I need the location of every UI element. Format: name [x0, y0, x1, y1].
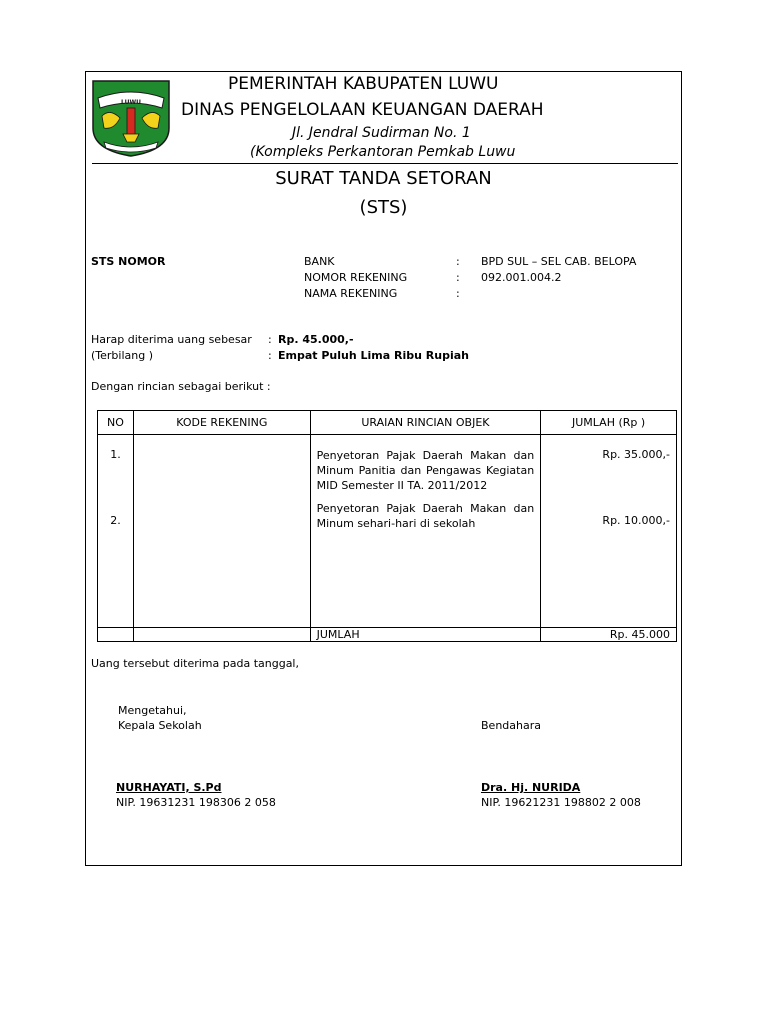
- header-no: NO: [98, 411, 134, 435]
- row-2-jumlah: Rp. 10.000,-: [602, 514, 670, 527]
- address-line-1: Jl. Jendral Sudirman No. 1: [292, 125, 471, 141]
- headmaster-nip: NIP. 19631231 198306 2 058: [116, 796, 276, 809]
- table-total-row: [98, 628, 677, 642]
- amount-words-value: Empat Puluh Lima Ribu Rupiah: [278, 349, 469, 362]
- bank-label: BANK: [304, 255, 335, 268]
- treasurer-role: Bendahara: [481, 719, 541, 732]
- sts-number-label: STS NOMOR: [91, 255, 166, 268]
- logo-text: LUWU: [121, 99, 141, 106]
- header-uraian: URAIAN RINCIAN OBJEK: [310, 411, 541, 435]
- total-value: Rp. 45.000: [541, 628, 677, 642]
- headmaster-role: Kepala Sekolah: [118, 719, 202, 732]
- col-uraian: [310, 435, 541, 628]
- row-1-jumlah: Rp. 35.000,-: [602, 448, 670, 461]
- address-line-2: (Kompleks Perkantoran Pemkab Luwu: [250, 144, 516, 160]
- amount-label: Harap diterima uang sebesar: [91, 333, 252, 346]
- col-jumlah: [541, 435, 677, 628]
- header-divider: [92, 163, 678, 164]
- account-name-colon: :: [456, 287, 460, 300]
- total-kode-cell: [133, 628, 310, 642]
- doc-title: SURAT TANDA SETORAN: [275, 168, 492, 189]
- acknowledged-label: Mengetahui,: [118, 704, 187, 717]
- table-body-row: [98, 435, 677, 628]
- row-2-no: 2.: [110, 514, 121, 527]
- doc-subtitle: (STS): [359, 197, 408, 218]
- amount-value: Rp. 45.000,-: [278, 333, 354, 346]
- gov-title: PEMERINTAH KABUPATEN LUWU: [228, 74, 499, 94]
- row-1-no: 1.: [110, 448, 121, 461]
- luwu-logo-icon: [90, 78, 172, 158]
- table-header-row: [98, 411, 677, 435]
- account-name-label: NAMA REKENING: [304, 287, 398, 300]
- row-1-uraian: Penyetoran Pajak Daerah Makan dan Minum Panitia dan Pengawas Kegiatan MID Semester II TA. 2011/2012: [316, 449, 535, 492]
- headmaster-name: NURHAYATI, S.Pd: [116, 781, 222, 794]
- col-no: [98, 435, 134, 628]
- account-number-colon: :: [456, 271, 460, 284]
- treasurer-name: Dra. Hj. NURIDA: [481, 781, 581, 794]
- treasurer-nip: NIP. 19621231 198802 2 008: [481, 796, 641, 809]
- amount-words-label: (Terbilang ): [91, 349, 154, 362]
- amount-colon: :: [268, 333, 272, 346]
- details-intro: Dengan rincian sebagai berikut :: [91, 380, 271, 393]
- account-number-value: 092.001.004.2: [481, 271, 562, 284]
- account-number-label: NOMOR REKENING: [304, 271, 408, 284]
- bank-value: BPD SUL – SEL CAB. BELOPA: [481, 255, 637, 268]
- header-kode: KODE REKENING: [133, 411, 310, 435]
- total-no-cell: [98, 628, 134, 642]
- col-kode: [133, 435, 310, 628]
- dept-title: DINAS PENGELOLAAN KEUANGAN DAERAH: [181, 100, 544, 120]
- details-table: [97, 410, 677, 642]
- amount-words-colon: :: [268, 349, 272, 362]
- header-jumlah: JUMLAH (Rp ): [541, 411, 677, 435]
- total-label: JUMLAH: [310, 628, 541, 642]
- received-text: Uang tersebut diterima pada tanggal,: [91, 657, 299, 670]
- bank-colon: :: [456, 255, 460, 268]
- row-2-uraian: Penyetoran Pajak Daerah Makan dan Minum sehari-hari di sekolah: [316, 502, 535, 530]
